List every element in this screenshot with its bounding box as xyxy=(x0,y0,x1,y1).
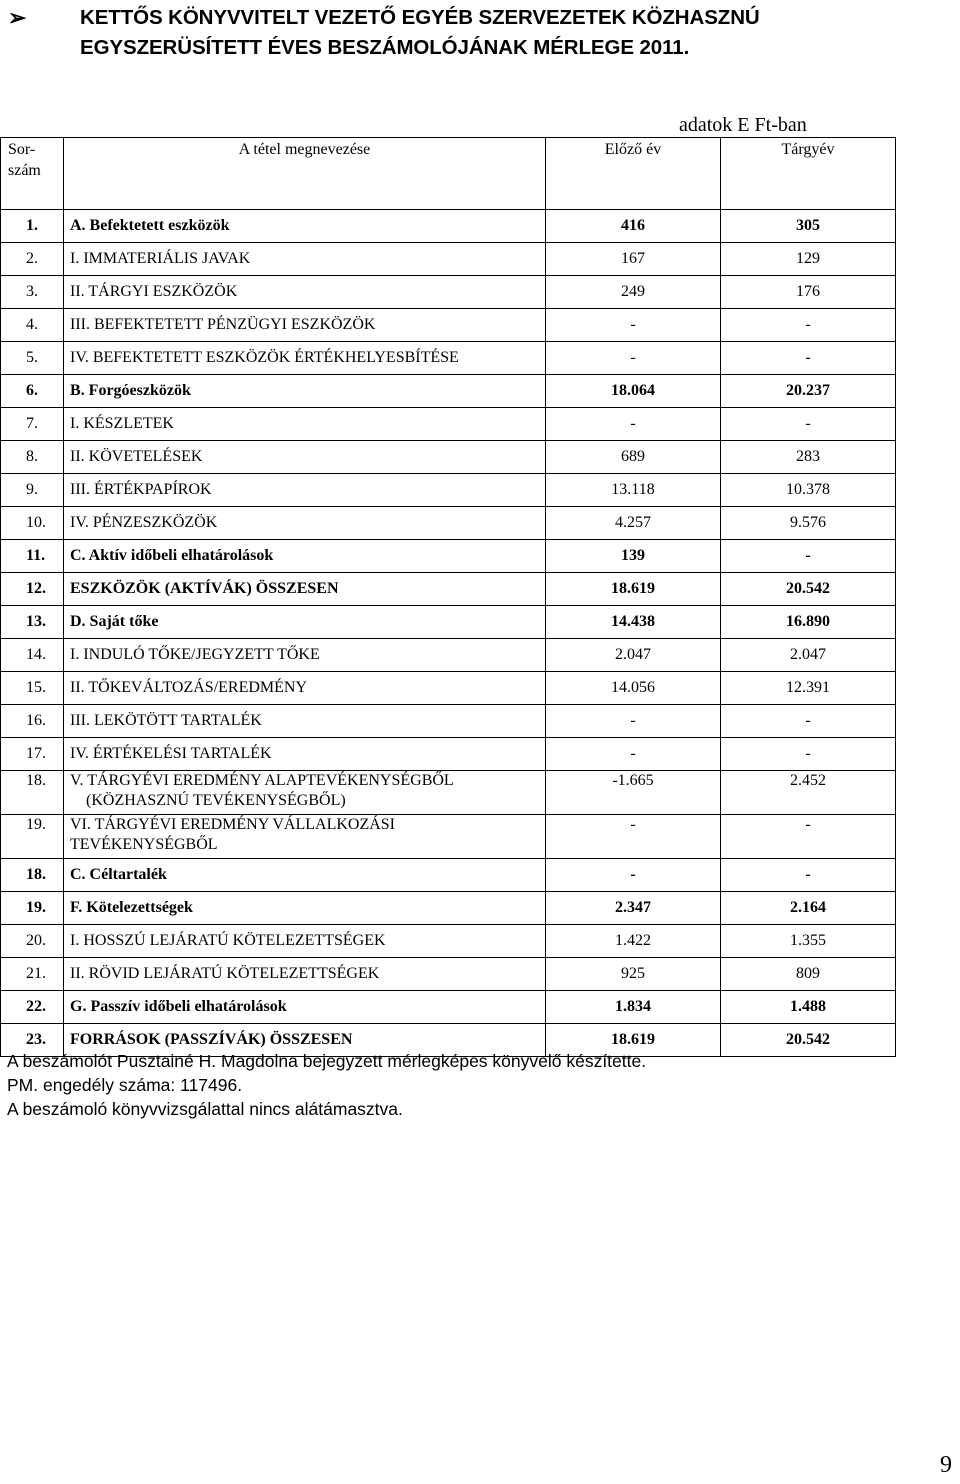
row-item-name: F. Kötelezettségek xyxy=(64,892,546,925)
row-item-name: III. ÉRTÉKPAPÍROK xyxy=(64,474,546,507)
row-previous-year-value: 4.257 xyxy=(546,507,721,540)
row-previous-year-value: - xyxy=(546,408,721,441)
row-previous-year-value: 14.438 xyxy=(546,606,721,639)
row-item-name: III. LEKÖTÖTT TARTALÉK xyxy=(64,705,546,738)
row-number: 6. xyxy=(1,375,64,408)
row-previous-year-value: - xyxy=(546,705,721,738)
row-item-name: B. Forgóeszközök xyxy=(64,375,546,408)
row-item-name: D. Saját tőke xyxy=(64,606,546,639)
row-previous-year-value: 18.619 xyxy=(546,1024,721,1057)
row-current-year-value: - xyxy=(721,815,896,859)
row-current-year-value: 2.047 xyxy=(721,639,896,672)
row-item-name: VI. TÁRGYÉVI EREDMÉNY VÁLLALKOZÁSI TEVÉKENYSÉGBŐL xyxy=(64,815,546,859)
row-previous-year-value: - xyxy=(546,815,721,859)
row-previous-year-value: 1.834 xyxy=(546,991,721,1024)
arrow-bullet-icon: ➢ xyxy=(8,5,27,30)
row-number: 18. xyxy=(1,771,64,815)
title-line-1: KETTŐS KÖNYVVITELT VEZETŐ EGYÉB SZERVEZETEK KÖZHASZNÚ xyxy=(80,6,760,29)
row-item-name: A. Befektetett eszközök xyxy=(64,210,546,243)
row-item-name: ESZKÖZÖK (AKTÍVÁK) ÖSSZESEN xyxy=(64,573,546,606)
row-number: 9. xyxy=(1,474,64,507)
row-number: 20. xyxy=(1,925,64,958)
balance-sheet-table xyxy=(0,137,896,1057)
row-current-year-value: 10.378 xyxy=(721,474,896,507)
row-current-year-value: 20.542 xyxy=(721,573,896,606)
row-item-name: C. Aktív időbeli elhatárolások xyxy=(64,540,546,573)
row-current-year-value: - xyxy=(721,309,896,342)
table-row xyxy=(1,606,896,639)
row-number: 17. xyxy=(1,738,64,771)
table-row xyxy=(1,705,896,738)
row-previous-year-value: -1.665 xyxy=(546,771,721,815)
row-previous-year-value: 2.047 xyxy=(546,639,721,672)
page-number: 9 xyxy=(940,1452,952,1478)
row-item-name: I. INDULÓ TŐKE/JEGYZETT TŐKE xyxy=(64,639,546,672)
table-row xyxy=(1,441,896,474)
row-item-name: II. TŐKEVÁLTOZÁS/EREDMÉNY xyxy=(64,672,546,705)
row-current-year-value: 809 xyxy=(721,958,896,991)
row-previous-year-value: 167 xyxy=(546,243,721,276)
row-previous-year-value: 2.347 xyxy=(546,892,721,925)
row-previous-year-value: 18.064 xyxy=(546,375,721,408)
row-current-year-value: 2.164 xyxy=(721,892,896,925)
table-row xyxy=(1,408,896,441)
row-current-year-value: 16.890 xyxy=(721,606,896,639)
row-current-year-value: - xyxy=(721,342,896,375)
table-header-row xyxy=(1,138,896,210)
row-previous-year-value: - xyxy=(546,859,721,892)
row-previous-year-value: 925 xyxy=(546,958,721,991)
header-item-name: A tétel megnevezése xyxy=(64,138,546,210)
table-row xyxy=(1,958,896,991)
row-current-year-value: - xyxy=(721,705,896,738)
table-row xyxy=(1,474,896,507)
row-item-name: IV. BEFEKTETETT ESZKÖZÖK ÉRTÉKHELYESBÍTÉSE xyxy=(64,342,546,375)
header-previous-year: Előző év xyxy=(546,138,721,210)
row-item-name: G. Passzív időbeli elhatárolások xyxy=(64,991,546,1024)
table-row xyxy=(1,859,896,892)
row-item-name: III. BEFEKTETETT PÉNZÜGYI ESZKÖZÖK xyxy=(64,309,546,342)
row-number: 22. xyxy=(1,991,64,1024)
row-number: 2. xyxy=(1,243,64,276)
row-current-year-value: 12.391 xyxy=(721,672,896,705)
row-item-name: IV. PÉNZESZKÖZÖK xyxy=(64,507,546,540)
table-row xyxy=(1,991,896,1024)
row-item-name: V. TÁRGYÉVI EREDMÉNY ALAPTEVÉKENYSÉGBŐL (KÖZHASZNÚ TEVÉKENYSÉGBŐL) xyxy=(64,771,546,815)
table-row xyxy=(1,375,896,408)
table-row xyxy=(1,243,896,276)
row-number: 11. xyxy=(1,540,64,573)
row-number: 15. xyxy=(1,672,64,705)
table-row xyxy=(1,771,896,815)
footer-notes xyxy=(7,1049,646,1121)
table-row xyxy=(1,342,896,375)
header-current-year: Tárgyév xyxy=(721,138,896,210)
row-number: 12. xyxy=(1,573,64,606)
table-row xyxy=(1,925,896,958)
row-previous-year-value: - xyxy=(546,309,721,342)
row-item-name: C. Céltartalék xyxy=(64,859,546,892)
table-row xyxy=(1,210,896,243)
row-previous-year-value: - xyxy=(546,342,721,375)
row-number: 18. xyxy=(1,859,64,892)
row-previous-year-value: 249 xyxy=(546,276,721,309)
table-row xyxy=(1,672,896,705)
footer-line: PM. engedély száma: 117496. xyxy=(7,1075,243,1095)
row-current-year-value: - xyxy=(721,408,896,441)
row-number: 5. xyxy=(1,342,64,375)
row-previous-year-value: 1.422 xyxy=(546,925,721,958)
row-number: 4. xyxy=(1,309,64,342)
footer-line: A beszámolót Pusztainé H. Magdolna bejegyzett mérlegképes könyvelő készítette. xyxy=(7,1051,647,1071)
table-row xyxy=(1,815,896,859)
row-current-year-value: 176 xyxy=(721,276,896,309)
row-previous-year-value: - xyxy=(546,738,721,771)
row-item-name: II. KÖVETELÉSEK xyxy=(64,441,546,474)
row-previous-year-value: 139 xyxy=(546,540,721,573)
table-row xyxy=(1,738,896,771)
row-item-name: FORRÁSOK (PASSZÍVÁK) ÖSSZESEN xyxy=(64,1024,546,1057)
table-row xyxy=(1,309,896,342)
row-number: 23. xyxy=(1,1024,64,1057)
row-item-name: I. IMMATERIÁLIS JAVAK xyxy=(64,243,546,276)
table-row xyxy=(1,573,896,606)
row-number: 7. xyxy=(1,408,64,441)
row-number: 14. xyxy=(1,639,64,672)
table-row xyxy=(1,639,896,672)
row-number: 16. xyxy=(1,705,64,738)
row-current-year-value: - xyxy=(721,738,896,771)
row-current-year-value: 9.576 xyxy=(721,507,896,540)
row-current-year-value: 129 xyxy=(721,243,896,276)
row-previous-year-value: 18.619 xyxy=(546,573,721,606)
footer-line: A beszámoló könyvvizsgálattal nincs alátámasztva. xyxy=(7,1099,403,1119)
row-previous-year-value: 689 xyxy=(546,441,721,474)
title-line-2: EGYSZERÜSÍTETT ÉVES BESZÁMOLÓJÁNAK MÉRLEGE 2011. xyxy=(80,36,690,59)
row-number: 13. xyxy=(1,606,64,639)
row-current-year-value: 20.237 xyxy=(721,375,896,408)
row-number: 3. xyxy=(1,276,64,309)
row-current-year-value: 305 xyxy=(721,210,896,243)
unit-note: adatok E Ft-ban xyxy=(679,114,807,136)
row-current-year-value: - xyxy=(721,540,896,573)
row-number: 19. xyxy=(1,815,64,859)
row-number: 8. xyxy=(1,441,64,474)
row-number: 10. xyxy=(1,507,64,540)
row-current-year-value: 283 xyxy=(721,441,896,474)
row-previous-year-value: 13.118 xyxy=(546,474,721,507)
row-item-name: II. RÖVID LEJÁRATÚ KÖTELEZETTSÉGEK xyxy=(64,958,546,991)
row-current-year-value: 1.355 xyxy=(721,925,896,958)
row-item-name: I. KÉSZLETEK xyxy=(64,408,546,441)
table-row xyxy=(1,276,896,309)
row-current-year-value: - xyxy=(721,859,896,892)
table-row xyxy=(1,540,896,573)
table-row xyxy=(1,507,896,540)
row-number: 1. xyxy=(1,210,64,243)
table-row xyxy=(1,892,896,925)
row-item-name: II. TÁRGYI ESZKÖZÖK xyxy=(64,276,546,309)
row-number: 19. xyxy=(1,892,64,925)
row-previous-year-value: 416 xyxy=(546,210,721,243)
row-current-year-value: 1.488 xyxy=(721,991,896,1024)
row-number: 21. xyxy=(1,958,64,991)
row-current-year-value: 20.542 xyxy=(721,1024,896,1057)
row-item-name: IV. ÉRTÉKELÉSI TARTALÉK xyxy=(64,738,546,771)
row-previous-year-value: 14.056 xyxy=(546,672,721,705)
header-number: Sor- szám xyxy=(1,138,64,210)
row-item-name: I. HOSSZÚ LEJÁRATÚ KÖTELEZETTSÉGEK xyxy=(64,925,546,958)
row-current-year-value: 2.452 xyxy=(721,771,896,815)
